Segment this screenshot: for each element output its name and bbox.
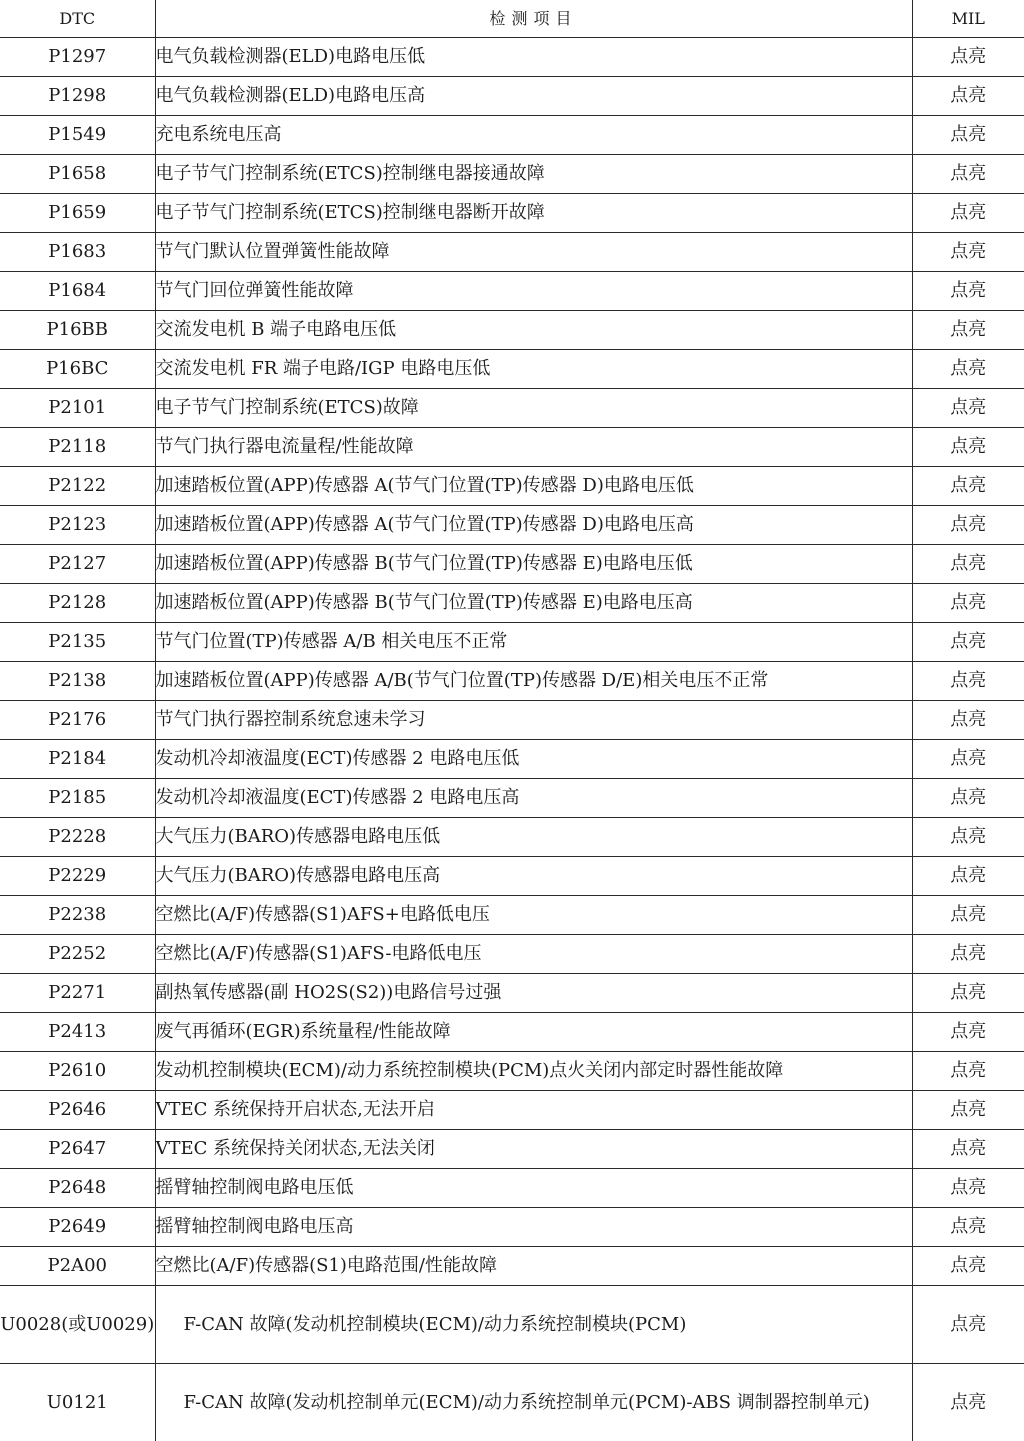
detection-item-cell: 电气负载检测器(ELD)电路电压高 — [155, 77, 912, 116]
detection-item-cell: VTEC 系统保持开启状态,无法开启 — [155, 1091, 912, 1130]
mil-status-cell: 点亮 — [912, 740, 1024, 779]
table-row — [0, 1169, 1024, 1208]
table-row — [0, 1091, 1024, 1130]
dtc-code-cell: P2101 — [0, 389, 155, 428]
table-row — [0, 1130, 1024, 1169]
table-row — [0, 194, 1024, 233]
detection-item-cell: 节气门默认位置弹簧性能故障 — [155, 233, 912, 272]
table-row — [0, 740, 1024, 779]
table-row — [0, 350, 1024, 389]
table-row — [0, 1247, 1024, 1286]
detection-item-cell: 废气再循环(EGR)系统量程/性能故障 — [155, 1013, 912, 1052]
dtc-code-cell: P1684 — [0, 272, 155, 311]
mil-status-cell: 点亮 — [912, 506, 1024, 545]
mil-status-cell: 点亮 — [912, 1364, 1024, 1441]
detection-item-cell: 摇臂轴控制阀电路电压低 — [155, 1169, 912, 1208]
header-item: 检测项目 — [155, 0, 912, 38]
detection-item-cell: 大气压力(BARO)传感器电路电压高 — [155, 857, 912, 896]
table-row — [0, 701, 1024, 740]
detection-item-cell: 节气门回位弹簧性能故障 — [155, 272, 912, 311]
table-row — [0, 116, 1024, 155]
mil-status-cell: 点亮 — [912, 1208, 1024, 1247]
header-dtc: DTC — [0, 0, 155, 38]
mil-status-cell: 点亮 — [912, 584, 1024, 623]
dtc-code-cell: P2229 — [0, 857, 155, 896]
detection-item-cell: 交流发电机 B 端子电路电压低 — [155, 311, 912, 350]
detection-item-cell: 加速踏板位置(APP)传感器 A(节气门位置(TP)传感器 D)电路电压低 — [155, 467, 912, 506]
table-row — [0, 974, 1024, 1013]
detection-item-cell: 电气负载检测器(ELD)电路电压低 — [155, 38, 912, 77]
dtc-code-cell: P2228 — [0, 818, 155, 857]
table-row — [0, 896, 1024, 935]
detection-item-cell: F-CAN 故障(发动机控制单元(ECM)/动力系统控制单元(PCM)-ABS 调制器控制单元) — [155, 1364, 912, 1441]
mil-status-cell: 点亮 — [912, 779, 1024, 818]
dtc-code-cell: P2646 — [0, 1091, 155, 1130]
table-row — [0, 389, 1024, 428]
detection-item-cell: 空燃比(A/F)传感器(S1)AFS-电路低电压 — [155, 935, 912, 974]
table-row — [0, 1364, 1024, 1441]
dtc-code-cell: P2413 — [0, 1013, 155, 1052]
dtc-code-cell: P16BC — [0, 350, 155, 389]
detection-item-cell: 电子节气门控制系统(ETCS)控制继电器断开故障 — [155, 194, 912, 233]
dtc-code-cell: P2610 — [0, 1052, 155, 1091]
mil-status-cell: 点亮 — [912, 662, 1024, 701]
mil-status-cell: 点亮 — [912, 155, 1024, 194]
dtc-code-cell: P2176 — [0, 701, 155, 740]
dtc-code-cell: P2252 — [0, 935, 155, 974]
mil-status-cell: 点亮 — [912, 818, 1024, 857]
detection-item-cell: 空燃比(A/F)传感器(S1)电路范围/性能故障 — [155, 1247, 912, 1286]
table-row — [0, 935, 1024, 974]
dtc-code-cell: P1298 — [0, 77, 155, 116]
dtc-code-cell: P1549 — [0, 116, 155, 155]
header-mil: MIL — [912, 0, 1024, 38]
mil-status-cell: 点亮 — [912, 467, 1024, 506]
table-row — [0, 467, 1024, 506]
detection-item-cell: VTEC 系统保持关闭状态,无法关闭 — [155, 1130, 912, 1169]
mil-status-cell: 点亮 — [912, 350, 1024, 389]
table-body — [0, 38, 1024, 1441]
mil-status-cell: 点亮 — [912, 545, 1024, 584]
dtc-code-cell: P1659 — [0, 194, 155, 233]
dtc-code-cell: P1658 — [0, 155, 155, 194]
detection-item-cell: 节气门执行器控制系统怠速未学习 — [155, 701, 912, 740]
detection-item-cell: 副热氧传感器(副 HO2S(S2))电路信号过强 — [155, 974, 912, 1013]
dtc-code-cell: P2118 — [0, 428, 155, 467]
dtc-code-cell: P2A00 — [0, 1247, 155, 1286]
dtc-code-cell: P2238 — [0, 896, 155, 935]
dtc-code-cell: P2135 — [0, 623, 155, 662]
mil-status-cell: 点亮 — [912, 857, 1024, 896]
dtc-code-cell: P2649 — [0, 1208, 155, 1247]
mil-status-cell: 点亮 — [912, 116, 1024, 155]
table-row — [0, 662, 1024, 701]
table-row — [0, 155, 1024, 194]
mil-status-cell: 点亮 — [912, 935, 1024, 974]
mil-status-cell: 点亮 — [912, 1286, 1024, 1364]
mil-status-cell: 点亮 — [912, 974, 1024, 1013]
detection-item-cell: 发动机冷却液温度(ECT)传感器 2 电路电压高 — [155, 779, 912, 818]
detection-item-cell: 节气门位置(TP)传感器 A/B 相关电压不正常 — [155, 623, 912, 662]
detection-item-cell: 电子节气门控制系统(ETCS)故障 — [155, 389, 912, 428]
mil-status-cell: 点亮 — [912, 1247, 1024, 1286]
mil-status-cell: 点亮 — [912, 194, 1024, 233]
detection-item-cell: 交流发电机 FR 端子电路/IGP 电路电压低 — [155, 350, 912, 389]
mil-status-cell: 点亮 — [912, 1130, 1024, 1169]
detection-item-cell: 加速踏板位置(APP)传感器 A(节气门位置(TP)传感器 D)电路电压高 — [155, 506, 912, 545]
mil-status-cell: 点亮 — [912, 623, 1024, 662]
dtc-code-cell: P2648 — [0, 1169, 155, 1208]
dtc-code-cell: P2271 — [0, 974, 155, 1013]
table-row — [0, 428, 1024, 467]
mil-status-cell: 点亮 — [912, 701, 1024, 740]
table-row — [0, 506, 1024, 545]
table-row — [0, 38, 1024, 77]
detection-item-cell: F-CAN 故障(发动机控制模块(ECM)/动力系统控制模块(PCM) — [155, 1286, 912, 1364]
dtc-code-cell: P2647 — [0, 1130, 155, 1169]
table-row — [0, 77, 1024, 116]
dtc-code-cell: U0121 — [0, 1364, 155, 1441]
dtc-code-cell: U0028(或U0029) — [0, 1286, 155, 1364]
mil-status-cell: 点亮 — [912, 428, 1024, 467]
table-row — [0, 1013, 1024, 1052]
table-row — [0, 1052, 1024, 1091]
detection-item-cell: 加速踏板位置(APP)传感器 B(节气门位置(TP)传感器 E)电路电压低 — [155, 545, 912, 584]
dtc-code-cell: P2185 — [0, 779, 155, 818]
table-row — [0, 857, 1024, 896]
mil-status-cell: 点亮 — [912, 77, 1024, 116]
mil-status-cell: 点亮 — [912, 896, 1024, 935]
detection-item-cell: 大气压力(BARO)传感器电路电压低 — [155, 818, 912, 857]
mil-status-cell: 点亮 — [912, 1052, 1024, 1091]
dtc-code-cell: P2127 — [0, 545, 155, 584]
mil-status-cell: 点亮 — [912, 233, 1024, 272]
dtc-code-cell: P2184 — [0, 740, 155, 779]
detection-item-cell: 摇臂轴控制阀电路电压高 — [155, 1208, 912, 1247]
header-row — [0, 0, 1024, 38]
detection-item-cell: 加速踏板位置(APP)传感器 B(节气门位置(TP)传感器 E)电路电压高 — [155, 584, 912, 623]
table-row — [0, 623, 1024, 662]
table-row — [0, 545, 1024, 584]
table-header — [0, 0, 1024, 38]
table-row — [0, 272, 1024, 311]
detection-item-cell: 充电系统电压高 — [155, 116, 912, 155]
table-row — [0, 818, 1024, 857]
mil-status-cell: 点亮 — [912, 38, 1024, 77]
table-row — [0, 779, 1024, 818]
table-row — [0, 584, 1024, 623]
mil-status-cell: 点亮 — [912, 389, 1024, 428]
mil-status-cell: 点亮 — [912, 1169, 1024, 1208]
mil-status-cell: 点亮 — [912, 1091, 1024, 1130]
dtc-code-cell: P2122 — [0, 467, 155, 506]
dtc-code-cell: P2138 — [0, 662, 155, 701]
table-row — [0, 1286, 1024, 1364]
dtc-code-cell: P2123 — [0, 506, 155, 545]
table-row — [0, 233, 1024, 272]
dtc-code-cell: P1683 — [0, 233, 155, 272]
table-row — [0, 1208, 1024, 1247]
detection-item-cell: 加速踏板位置(APP)传感器 A/B(节气门位置(TP)传感器 D/E)相关电压不正常 — [155, 662, 912, 701]
dtc-code-cell: P1297 — [0, 38, 155, 77]
detection-item-cell: 空燃比(A/F)传感器(S1)AFS+电路低电压 — [155, 896, 912, 935]
detection-item-cell: 发动机控制模块(ECM)/动力系统控制模块(PCM)点火关闭内部定时器性能故障 — [155, 1052, 912, 1091]
mil-status-cell: 点亮 — [912, 1013, 1024, 1052]
detection-item-cell: 发动机冷却液温度(ECT)传感器 2 电路电压低 — [155, 740, 912, 779]
mil-status-cell: 点亮 — [912, 311, 1024, 350]
detection-item-cell: 电子节气门控制系统(ETCS)控制继电器接通故障 — [155, 155, 912, 194]
mil-status-cell: 点亮 — [912, 272, 1024, 311]
dtc-code-cell: P16BB — [0, 311, 155, 350]
dtc-code-cell: P2128 — [0, 584, 155, 623]
detection-item-cell: 节气门执行器电流量程/性能故障 — [155, 428, 912, 467]
table-row — [0, 311, 1024, 350]
